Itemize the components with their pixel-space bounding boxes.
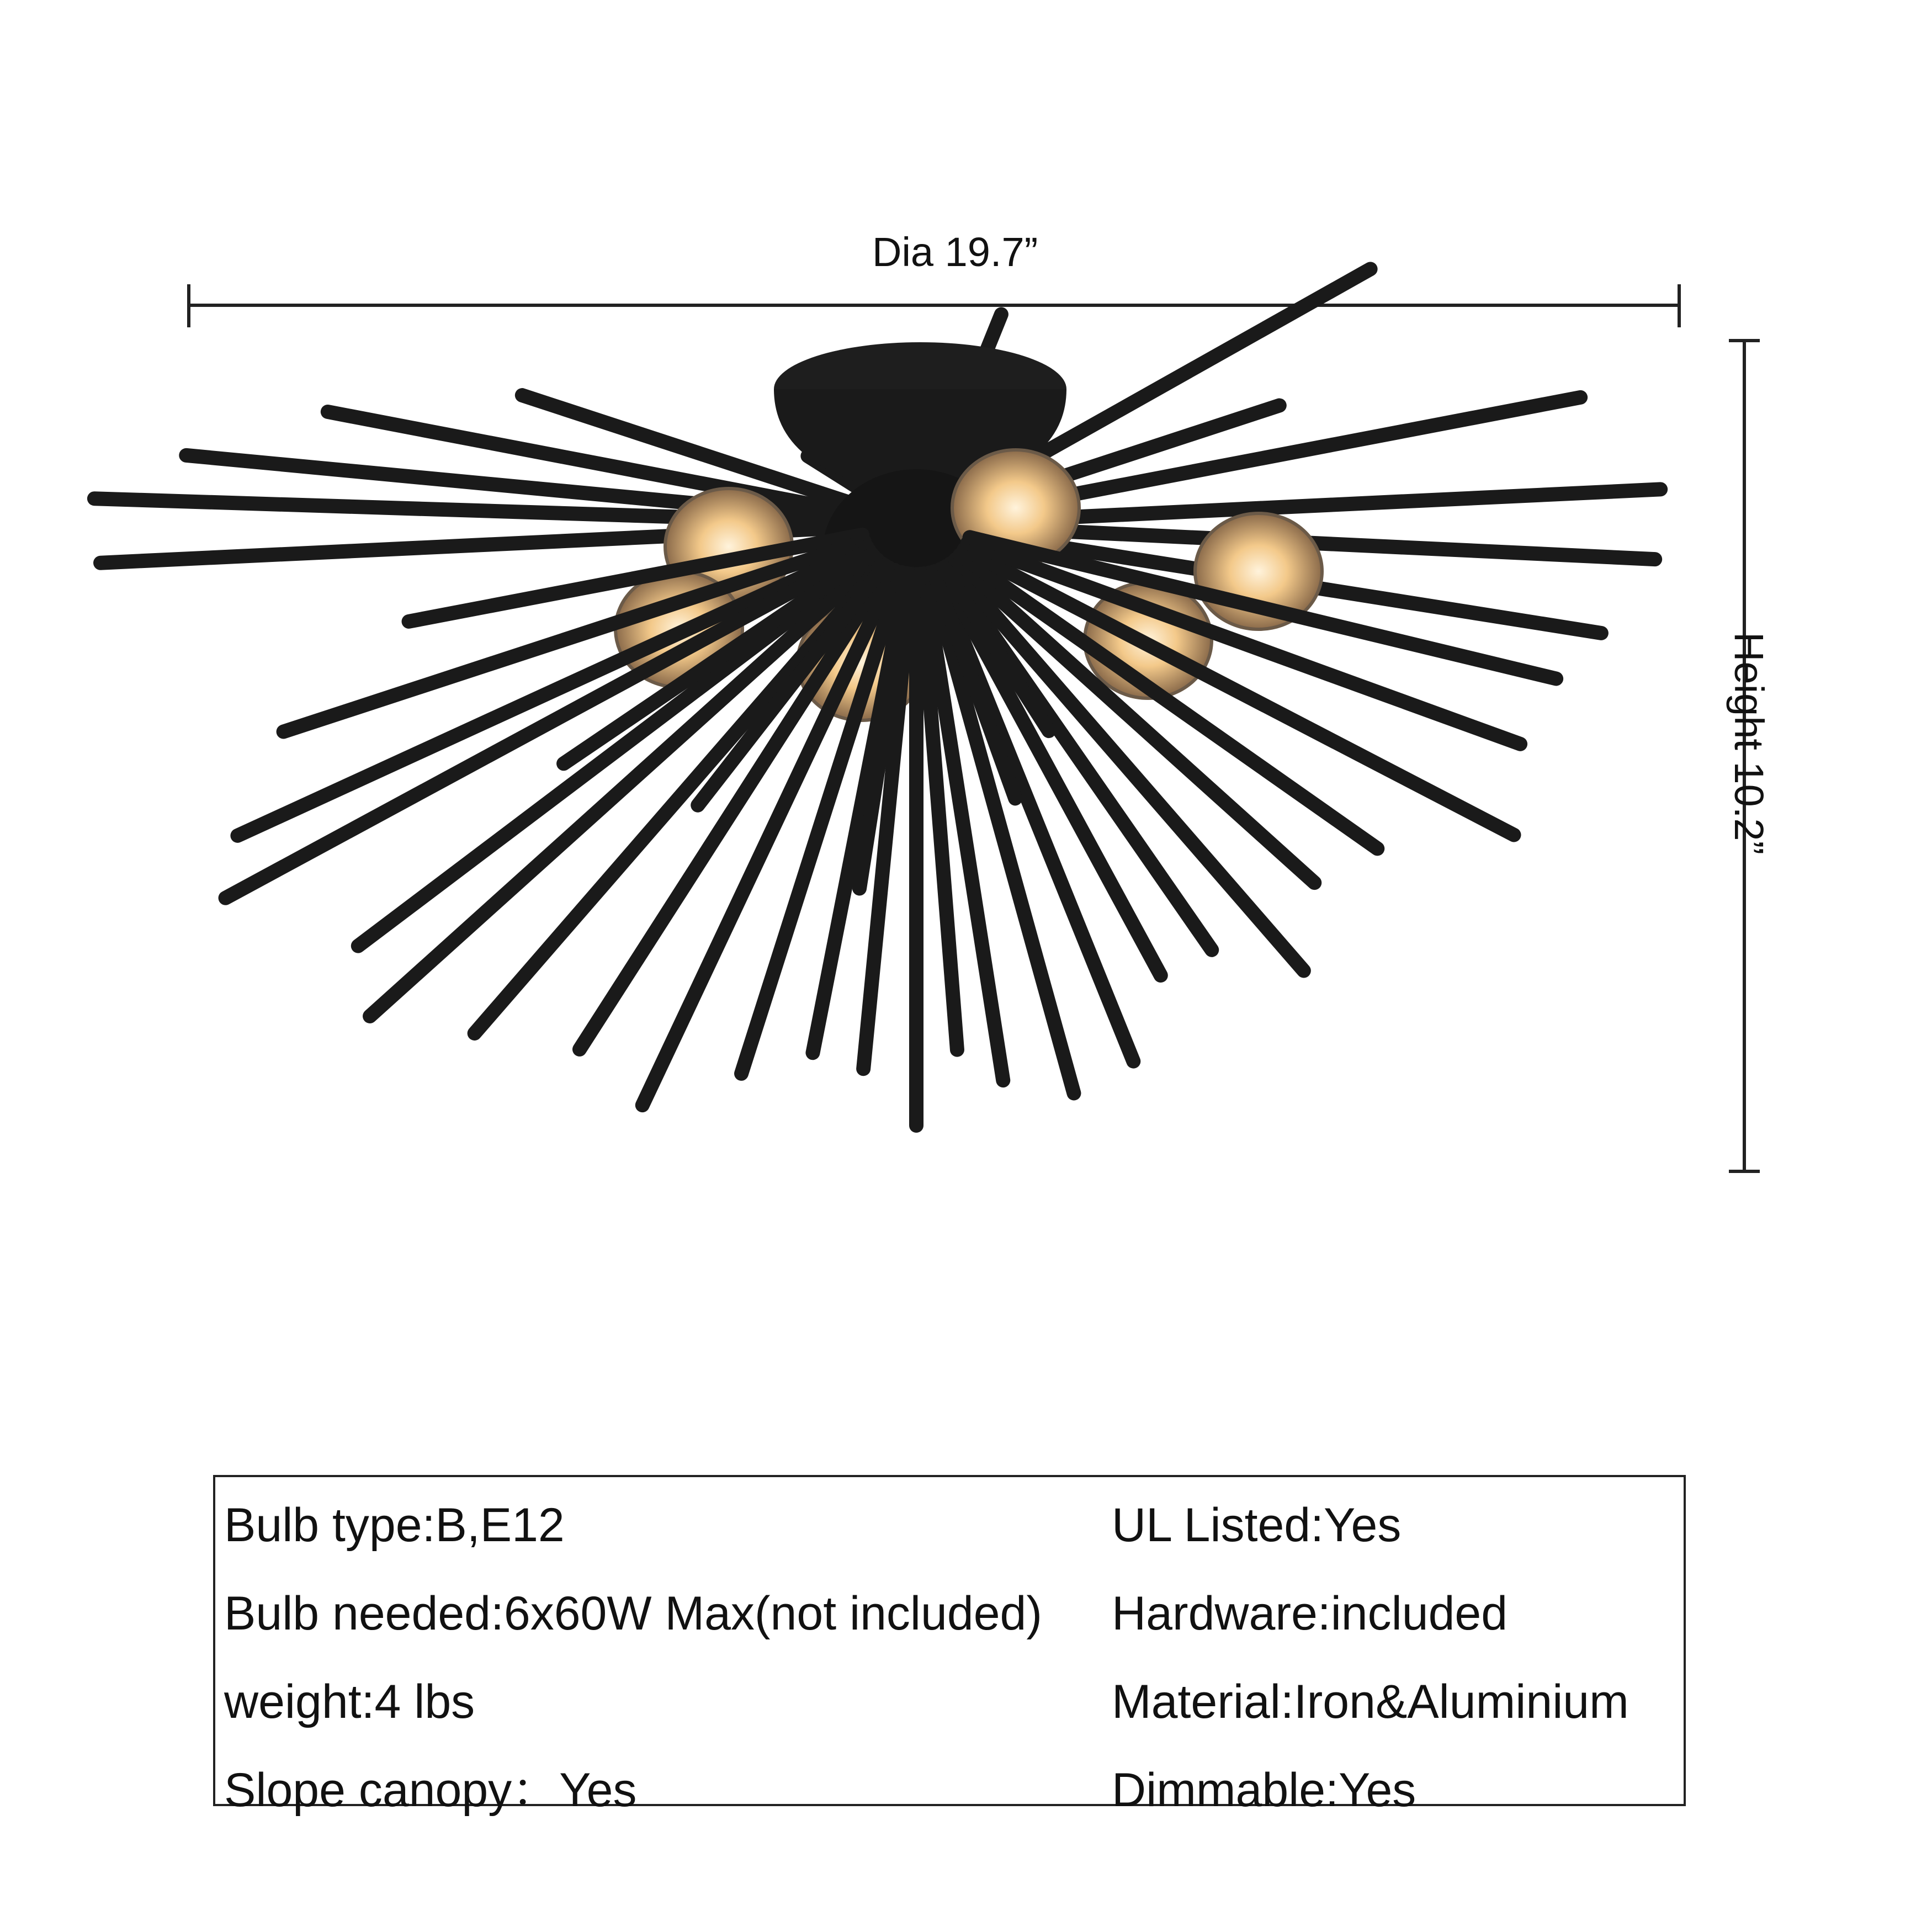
spec-bulb-needed: Bulb needed:6x60W Max(not included): [224, 1587, 1042, 1640]
spec-hardware: Hardware:included: [1112, 1587, 1508, 1640]
spec-ul-listed: UL Listed:Yes: [1112, 1499, 1402, 1552]
spec-dimmable: Dimmable:Yes: [1112, 1764, 1416, 1817]
height-label: Height 10.2”: [1726, 632, 1772, 855]
spec-slope-canopy: Slope canopy：Yes: [224, 1764, 637, 1817]
rods-front-group: [226, 535, 1557, 1126]
spec-material: Material:Iron&Aluminium: [1112, 1675, 1629, 1728]
spec-weight: weight:4 lbs: [224, 1675, 475, 1728]
diameter-label: Dia 19.7”: [872, 229, 1038, 275]
spec-bulb-type: Bulb type:B,E12: [224, 1499, 565, 1552]
spec-table: [213, 1475, 1686, 1817]
